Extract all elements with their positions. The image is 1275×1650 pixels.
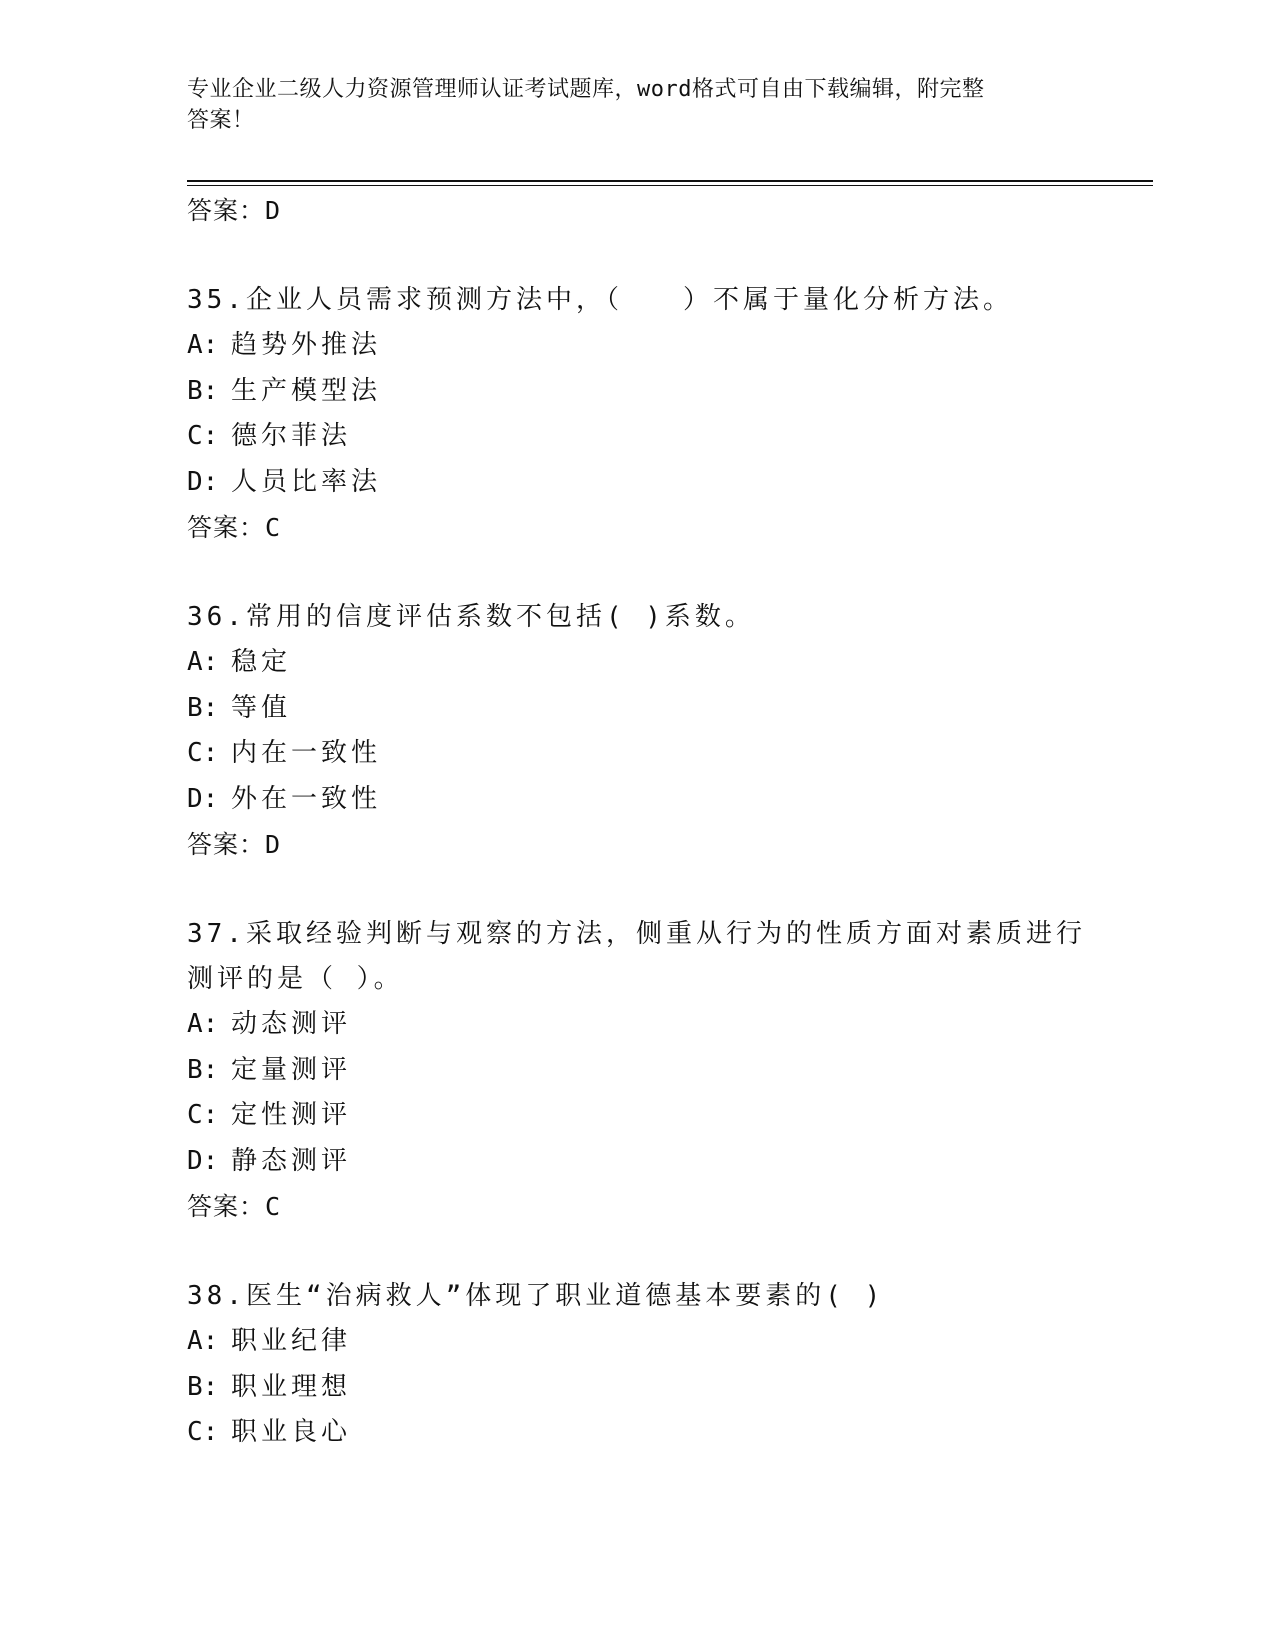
option-label: A:	[187, 1009, 219, 1039]
answer-label: 答案：	[187, 1192, 266, 1221]
option-label: B:	[187, 1054, 219, 1085]
option-text: 人员比率法	[231, 466, 382, 497]
answer-label: 答案：	[187, 830, 266, 859]
option-a	[187, 1002, 1087, 1048]
answer-line	[187, 505, 1087, 551]
option-label: A:	[187, 330, 219, 360]
option-label: D:	[187, 466, 219, 497]
option-d	[187, 1139, 1087, 1185]
option-text: 趋势外推法	[231, 330, 382, 360]
option-text: 定性测评	[231, 1100, 352, 1130]
option-c	[187, 1410, 1087, 1456]
option-d	[187, 460, 1087, 506]
answer-label: 答案：	[187, 196, 266, 225]
option-c	[187, 731, 1087, 777]
question-37	[187, 912, 1087, 1230]
option-a	[187, 640, 1087, 686]
question-stem: 37.采取经验判断与观察的方法，侧重从行为的性质方面对素质进行测评的是（ ）。	[187, 919, 1086, 994]
document-header	[187, 74, 1067, 136]
option-label: B:	[187, 375, 219, 406]
answer-value: D	[265, 196, 282, 225]
answer-label: 答案：	[187, 513, 266, 542]
answer-value: C	[265, 1192, 282, 1221]
option-c	[187, 1093, 1087, 1139]
option-text: 职业良心	[231, 1417, 352, 1447]
answer-line	[187, 1184, 1087, 1230]
option-text: 静态测评	[231, 1145, 352, 1176]
option-text: 外在一致性	[231, 783, 382, 814]
answer-line	[187, 822, 1087, 868]
question-38	[187, 1274, 1087, 1456]
option-text: 职业纪律	[231, 1326, 352, 1356]
option-label: C:	[187, 738, 219, 768]
header-rule-thin	[187, 185, 1153, 186]
option-b	[187, 1365, 1087, 1411]
option-label: C:	[187, 1417, 219, 1447]
option-b	[187, 686, 1087, 732]
option-text: 德尔菲法	[231, 421, 352, 451]
answer-line	[187, 188, 1087, 234]
question-list	[187, 188, 1087, 1456]
header-line-2: 答案！	[187, 108, 255, 133]
header-line-1: 专业企业二级人力资源管理师认证考试题库，word格式可自由下载编辑，附完整	[187, 77, 985, 102]
option-c	[187, 414, 1087, 460]
question-36	[187, 595, 1087, 868]
option-text: 动态测评	[231, 1009, 352, 1039]
option-text: 职业理想	[231, 1371, 352, 1402]
question-35	[187, 278, 1087, 551]
option-text: 内在一致性	[231, 738, 382, 768]
option-label: B:	[187, 692, 219, 723]
question-stem: 36.常用的信度评估系数不包括( )系数。	[187, 602, 755, 632]
option-label: C:	[187, 1100, 219, 1130]
question-stem: 38.医生“治病救人”体现了职业道德基本要素的( )	[187, 1281, 885, 1311]
option-text: 生产模型法	[231, 375, 382, 406]
answer-value: C	[265, 513, 282, 542]
option-b	[187, 369, 1087, 415]
option-label: A:	[187, 1326, 219, 1356]
option-a	[187, 323, 1087, 369]
question-stem: 35.企业人员需求预测方法中，（ ）不属于量化分析方法。	[187, 285, 1013, 315]
option-text: 定量测评	[231, 1054, 352, 1085]
option-d	[187, 777, 1087, 823]
option-label: D:	[187, 783, 219, 814]
option-label: C:	[187, 421, 219, 451]
option-text: 等值	[231, 692, 292, 723]
option-text: 稳定	[231, 647, 292, 677]
option-label: B:	[187, 1371, 219, 1402]
answer-value: D	[265, 830, 282, 859]
option-a	[187, 1319, 1087, 1365]
option-b	[187, 1048, 1087, 1094]
option-label: D:	[187, 1145, 219, 1176]
header-rule-thick	[187, 180, 1153, 182]
option-label: A:	[187, 647, 219, 677]
